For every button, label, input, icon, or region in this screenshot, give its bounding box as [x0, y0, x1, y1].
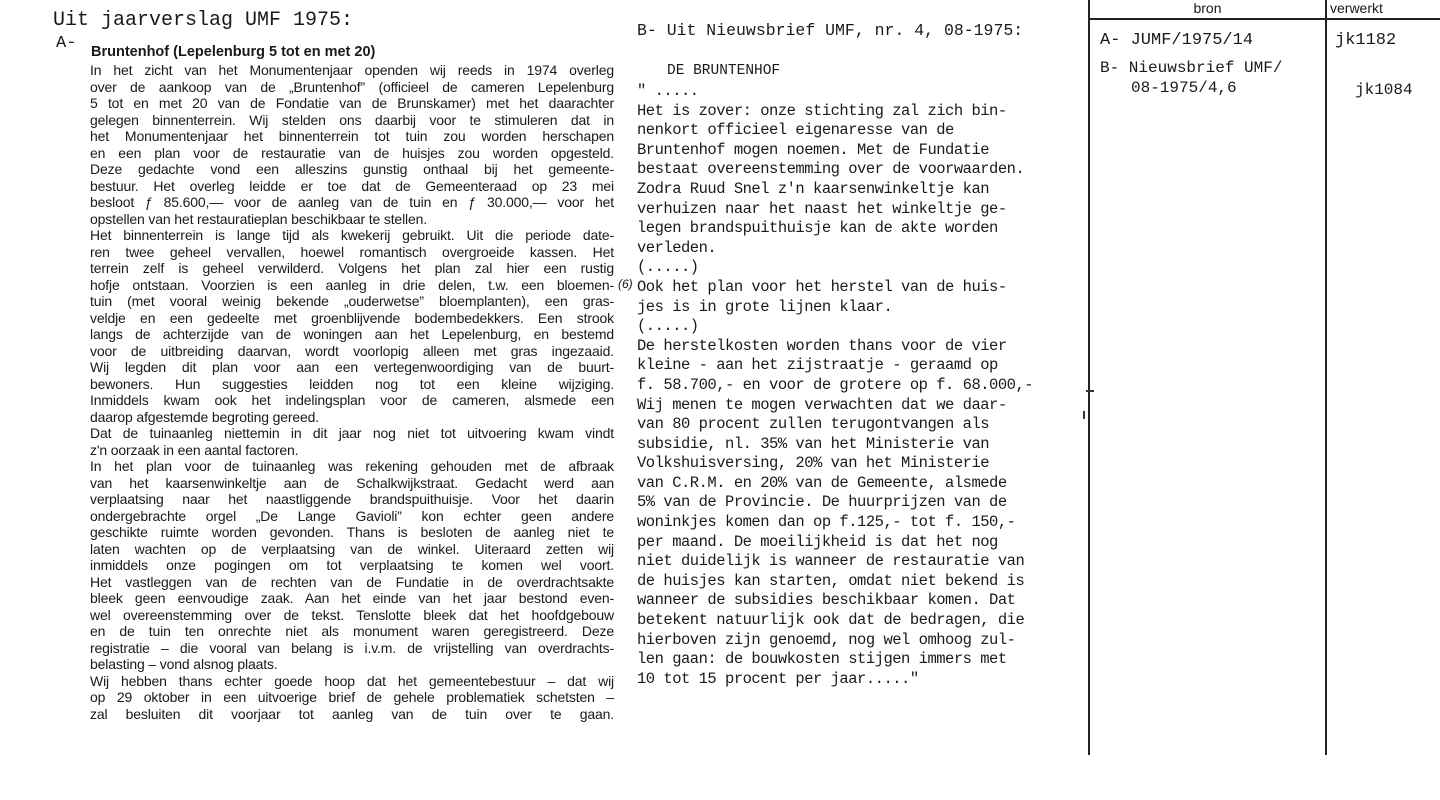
text-line: Dat de tuinaanleg niettemin in dit jaar nog niet tot uitvoering kwam vindt [90, 425, 614, 441]
text-line: 5% van de Provincie. De huurprijzen van de [637, 493, 1007, 512]
text-line: belasting – vond alsnog plaats. [90, 656, 278, 672]
source-b-line2: 08-1975/4,6 [1131, 79, 1237, 97]
text-line: In het plan voor de tuinaanleg was rekening gehouden met de afbraak [90, 458, 614, 474]
text-line: 5 tot en met 20 van de Fondatie van de Brunskamer) met het daarachter [90, 95, 614, 111]
text-line: jes is in grote lijnen klaar. [637, 297, 893, 316]
text-line: Wij hebben thans echter goede hoop dat het gemeentebestuur – dat wij [90, 672, 614, 689]
text-line: Inmiddels kwam ook het indelingsplan voor de cameren, alsmede een [90, 392, 614, 408]
text-line: veldje en een gedeelte met groenblijvende bodembedekkers. Een strook [90, 309, 614, 326]
column-header-verwerkt: verwerkt [1330, 0, 1383, 16]
heading-jaarverslag: Uit jaarverslag UMF 1975: [53, 9, 354, 32]
text-line: bewoners. Hun suggesties leidden nog tot een kleine wijziging. [90, 375, 614, 392]
text-line: Wij legden dit plan voor aan een vertegenwoordiging van de buurt- [90, 359, 614, 375]
section-b-body [637, 82, 1089, 689]
text-line: en een plan voor de restauratie van de huisjes zou worden opgesteld. [90, 144, 614, 161]
text-line: gelegen binnenterrein. Wij stelden ons daarbij voor te stimuleren dat in [90, 111, 614, 128]
source-table [1088, 0, 1440, 755]
text-line: " ..... [637, 82, 699, 100]
table-header-rule [1088, 18, 1440, 20]
text-line: betekent natuurlijk ook dat de bedragen, die [637, 611, 1025, 630]
text-line: besloot ƒ 85.600,— voor de aanleg van de tuin en ƒ 30.000,— voor het [90, 194, 614, 210]
text-line: terrein zelf is geheel verwilderd. Volgens het plan zal hier een rustig [90, 260, 614, 276]
reference-a: jk1182 [1335, 31, 1397, 50]
text-line: van C.R.M. en 20% van de Gemeente, alsmede [637, 473, 1007, 492]
text-line: registratie – die vooral van belang is i.v.m. de vrijstelling van overdrachts- [90, 639, 614, 656]
text-line: laten wachten op de verplaatsing van de winkel. Uiteraard zetten wij [90, 540, 614, 557]
text-line: tuin (met vooral weinig bekende „ouderwetse” bloemplanten), een gras- [90, 293, 614, 309]
margin-tick [1083, 411, 1085, 419]
text-line: kleine - aan het zijstraatje - geraamd op [637, 356, 998, 375]
text-line: 10 tot 15 procent per jaar....." [637, 669, 919, 688]
text-line: bestuur. Het overleg leidde er toe dat de Gemeenteraad op 23 mei [90, 177, 614, 194]
text-line: z'n oorzaak in een aantal factoren. [90, 441, 299, 458]
text-line: ondergebrachte orgel „De Lange Gavioli” kon echter geen andere [90, 507, 614, 524]
section-b-title: DE BRUNTENHOF [667, 63, 781, 79]
text-line: Het binnenterrein is lange tijd als kwekerij gebruikt. Uit die periode date- [90, 227, 614, 243]
text-line: van 80 procent zullen terugontvangen als [637, 415, 990, 434]
text-line: nenkort officieel eigenaresse van de [637, 121, 954, 140]
text-line: woninkjes komen dan op f.125,- tot f. 150,- [637, 513, 1016, 532]
text-line: Bruntenhof mogen noemen. Met de Fundatie [637, 140, 990, 159]
text-line: en de tuin ten onrechte niet als monument waren geregistreerd. Deze [90, 623, 614, 639]
text-line: over de aankoop van de „Bruntenhof” (officieel de cameren Lepelenburg [90, 78, 614, 95]
text-line: legen brandspuithuisje kan de akte worden [637, 219, 998, 238]
text-line: wel overeenstemming over de tekst. Tenslotte bleek dat het hoofdgebouw [90, 606, 614, 623]
text-line: hierboven zijn genoemd, nog wel omhoog zul- [637, 630, 1016, 649]
text-line: de huisjes kan starten, omdat niet bekend is [637, 571, 1025, 590]
label-a: A- [56, 34, 77, 53]
heading-nieuwsbrief: B- Uit Nieuwsbrief UMF, nr. 4, 08-1975: [637, 21, 1024, 40]
source-a: A- JUMF/1975/14 [1100, 31, 1254, 50]
section-a-title: Bruntenhof (Lepelenburg 5 tot en met 20) [91, 44, 376, 60]
text-line: De herstelkosten worden thans voor de vier [637, 336, 1007, 355]
text-line: langs de achterzijde van de woningen aan het Lepelenburg, en bestemd [90, 326, 614, 342]
margin-note: (6) [618, 277, 633, 291]
text-line: bestaat overeenstemming over de voorwaarden. [637, 160, 1025, 179]
text-line: Het vastleggen van de rechten van de Fundatie in de overdrachtsakte [90, 573, 614, 590]
text-line: Volkshuisversing, 20% van het Ministerie [637, 454, 990, 473]
text-line: Het is zover: onze stichting zal zich bin- [637, 101, 1007, 120]
text-line: op 29 oktober in een uitvoerige brief de gehele problematiek schetsten – [90, 689, 614, 705]
text-line: (.....) [637, 258, 699, 277]
text-line: verhuizen naar het naast het winkeltje ge- [637, 199, 1007, 218]
text-line: verplaatsing naar het naastliggende brandspuithuisje. Voor het daarin [90, 491, 614, 507]
text-line: len gaan: de bouwkosten stijgen immers met [637, 650, 1007, 669]
text-line: subsidie, nl. 35% van het Ministerie van [637, 434, 990, 453]
text-line: voor de uitbreiding daarvan, wordt voorlopig alleen met gras ingezaaid. [90, 342, 614, 359]
text-line: het Monumentenjaar het binnenterrein tot tuin zou worden herschapen [90, 128, 614, 144]
text-line: zal besluiten dit voorjaar tot aanleg van de tuin over te gaan. [90, 705, 614, 722]
text-line: In het zicht van het Monumentenjaar openden wij reeds in 1974 overleg [90, 62, 614, 78]
reference-b: jk1084 [1355, 81, 1413, 99]
text-line: geschikte ruimte worden gevonden. Thans is besloten de aanleg niet te [90, 524, 614, 540]
source-b-line1: B- Nieuwsbrief UMF/ [1100, 59, 1283, 77]
text-line: Zodra Ruud Snel z'n kaarsenwinkeltje kan [637, 179, 990, 198]
text-line: van het kaarsenwinkeltje aan de Schalkwijkstraat. Gedacht werd aan [90, 474, 614, 491]
text-line: Wij menen te mogen verwachten dat we daar- [637, 395, 1007, 414]
text-line: hofje ontstaan. Voorzien is een aanleg in drie delen, t.w. een bloemen- [90, 276, 614, 293]
text-line: Deze gedachte vond een alleszins gunstig onthaal bij het gemeente- [90, 161, 614, 177]
table-divider-middle [1325, 0, 1327, 755]
text-line: ren twee geheel vervallen, hoewel romantisch overgroeide kassen. Het [90, 243, 614, 260]
text-line: f. 58.700,- en voor de grotere op f. 68.000,- [637, 375, 1034, 394]
text-line: niet duidelijk is wanneer de restauratie van [637, 552, 1025, 571]
text-line: bleek geen eenvoudige zaak. Aan het einde van het jaar bestond even- [90, 590, 614, 606]
text-line: (.....) [637, 317, 699, 336]
text-line: verleden. [637, 238, 717, 257]
text-line: Ook het plan voor het herstel van de huis- [637, 277, 1007, 296]
section-a-body [90, 62, 614, 722]
text-line: per maand. De moeilijkheid is dat het nog [637, 532, 998, 551]
text-line: daarop afgestemde begroting gereed. [90, 408, 320, 425]
text-line: inmiddels onze pogingen om tot verplaatsing te komen wel voort. [90, 557, 614, 573]
column-header-bron: bron [1193, 0, 1222, 16]
table-divider-left [1088, 0, 1090, 755]
margin-tick [1086, 390, 1094, 392]
text-line: opstellen van het restauratieplan beschikbaar te stellen. [90, 210, 428, 227]
text-line: wanneer de subsidies beschikbaar komen. Dat [637, 591, 1016, 610]
